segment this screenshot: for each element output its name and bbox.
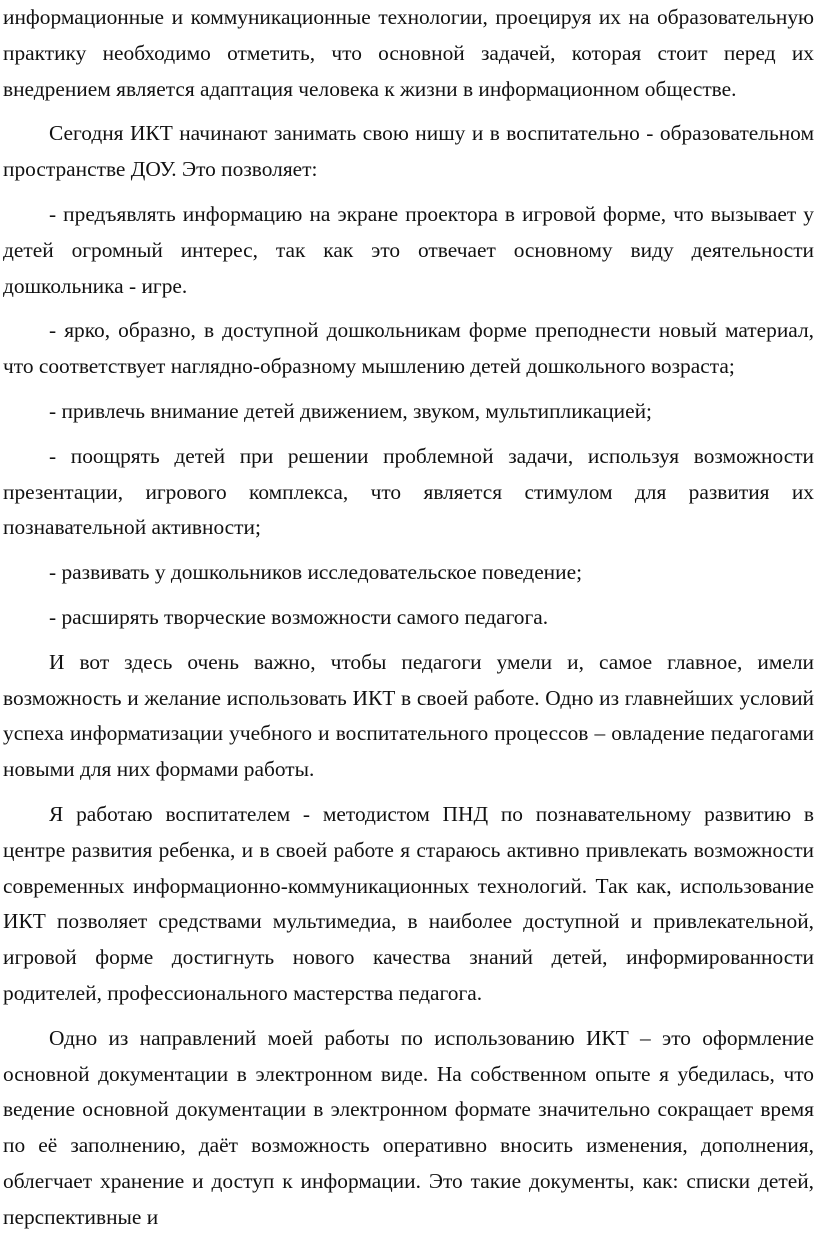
document-page <box>3 0 814 1236</box>
list-item-new-material: - ярко, образно, в доступной дошкольникам форме преподнести новый материал, что соответствует наглядно-образному мышлению детей дошкольного возраста; <box>3 318 814 379</box>
paragraph-continuation: информационные и коммуникационные технологии, проецируя их на образовательную практику необходимо отметить, что основной задачей, которая стоит перед их внедрением является адаптация человека к жизни в информационном обществе. <box>3 5 814 101</box>
list-item-attract-attention: - привлечь внимание детей движением, звуком, мультипликацией; <box>49 398 652 423</box>
list-item-encourage: - поощрять детей при решении проблемной задачи, используя возможности презентации, игрового комплекса, что является стимулом для развития их познавательной активности; <box>3 443 814 540</box>
paragraph-my-work: Я работаю воспитателем - методистом ПНД по познавательному развитию в центре развития ребенка, и в своей работе я стараюсь активно привлекать возможности современных информационно-коммуникационных технологий. Так как, использование ИКТ позволяет средствами мультимедиа, в наиболее доступной и привлекательной, игровой форме достигнуть нового качества знаний детей, информированности родителей, профессионального мастерства педагога. <box>3 801 814 1005</box>
paragraph-teachers-ict: И вот здесь очень важно, чтобы педагоги умели и, самое главное, имели возможность и желание использовать ИКТ в своей работе. Одно из главнейших условий успеха информатизации учебного и воспитательного процессов – овладение педагогами новыми для них формами работы. <box>3 649 814 782</box>
list-item-present-info: - предъявлять информацию на экране проектора в игровой форме, что вызывает у детей огромный интерес, так как это отвечает основному виду деятельности дошкольника - игре. <box>3 201 814 298</box>
list-item-teacher-creativity: - расширять творческие возможности самого педагога. <box>49 604 549 629</box>
list-item-research-behavior: - развивать у дошкольников исследовательское поведение; <box>49 560 583 585</box>
paragraph-documentation: Одно из направлений моей работы по использованию ИКТ – это оформление основной документации в электронном виде. На собственном опыте я убедилась, что ведение основной документации в электронном формате значительно сокращает время по её заполнению, даёт возможность оперативно вносить изменения, дополнения, облегчает хранение и доступ к информации. Это такие документы, как: списки детей, перспективные и <box>3 1025 814 1229</box>
paragraph-ict-niche: Сегодня ИКТ начинают занимать свою нишу и в воспитательно - образовательном пространстве ДОУ. Это позволяет: <box>3 121 814 182</box>
